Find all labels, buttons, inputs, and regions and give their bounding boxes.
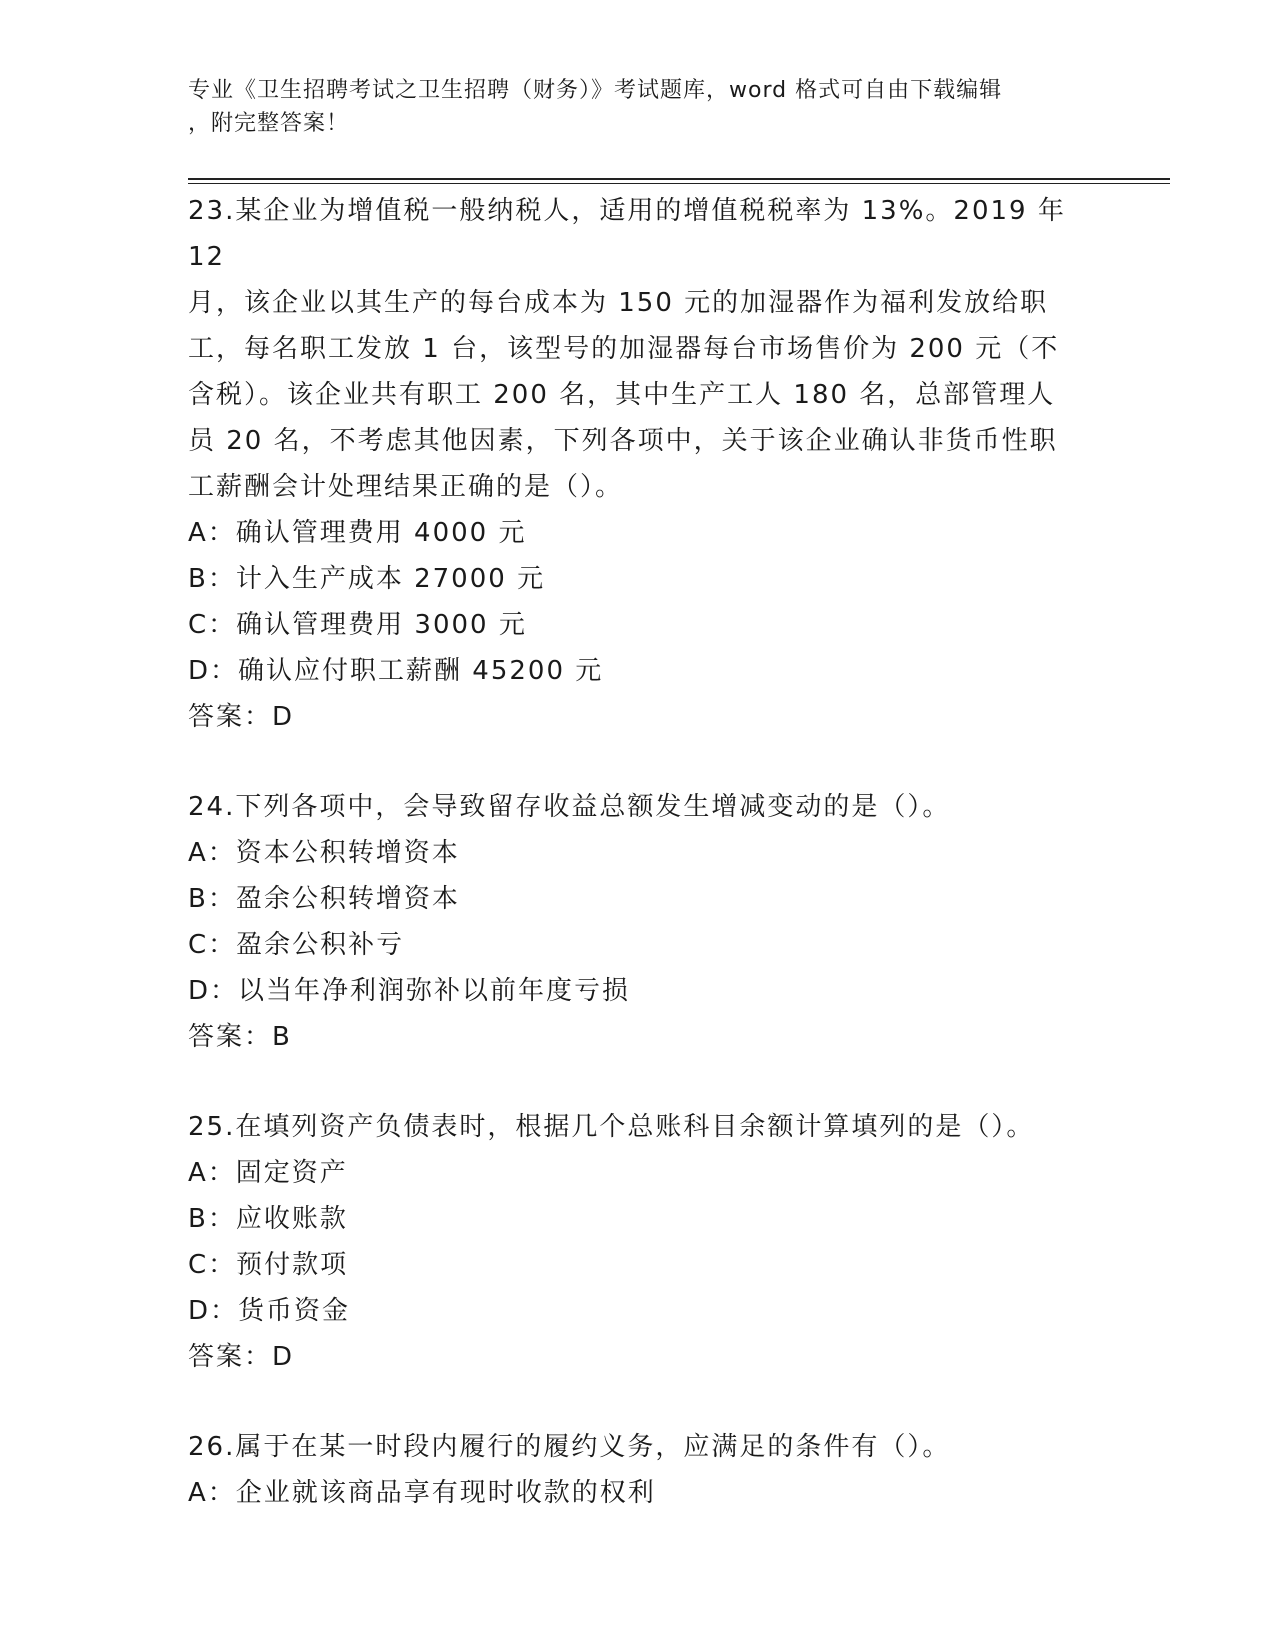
option-b: B：计入生产成本 27000 元	[188, 564, 546, 594]
header-line-1: 专业《卫生招聘考试之卫生招聘（财务）》考试题库，word 格式可自由下载编辑	[188, 78, 1003, 103]
option-d: D：确认应付职工薪酬 45200 元	[188, 656, 604, 686]
option-c: C：盈余公积补亏	[188, 930, 405, 960]
option-a: A：企业就该商品享有现时收款的权利	[188, 1478, 656, 1508]
question-24	[188, 784, 1088, 1060]
question-stem-line: 员 20 名，不考虑其他因素，下列各项中，关于该企业确认非货币性职	[188, 426, 1058, 456]
answer-line: 答案：B	[188, 1022, 292, 1052]
option-b: B：应收账款	[188, 1204, 348, 1234]
question-list	[188, 188, 1088, 1560]
question-stem-line: 25.在填列资产负债表时，根据几个总账科目余额计算填列的是（）。	[188, 1112, 1035, 1142]
option-a: A：确认管理费用 4000 元	[188, 518, 527, 548]
option-d: D：货币资金	[188, 1296, 351, 1326]
question-stem-line: 26.属于在某一时段内履行的履约义务，应满足的条件有（）。	[188, 1432, 951, 1462]
question-25	[188, 1104, 1088, 1380]
option-a: A：固定资产	[188, 1158, 348, 1188]
question-26	[188, 1424, 1088, 1516]
divider-thin-line	[188, 183, 1170, 184]
divider-thick-line	[188, 178, 1170, 180]
option-b: B：盈余公积转增资本	[188, 884, 460, 914]
question-stem-line: 24.下列各项中，会导致留存收益总额发生增减变动的是（）。	[188, 792, 951, 822]
answer-line: 答案：D	[188, 702, 295, 732]
option-a: A：资本公积转增资本	[188, 838, 460, 868]
option-c: C：预付款项	[188, 1250, 349, 1280]
option-d: D：以当年净利润弥补以前年度亏损	[188, 976, 631, 1006]
question-stem-line: 工薪酬会计处理结果正确的是（）。	[188, 472, 624, 502]
question-stem-line: 月，该企业以其生产的每台成本为 150 元的加湿器作为福利发放给职	[188, 288, 1049, 318]
option-c: C：确认管理费用 3000 元	[188, 610, 527, 640]
question-stem-line: 23.某企业为增值税一般纳税人，适用的增值税税率为 13%。2019 年 12	[188, 196, 1066, 272]
answer-line: 答案：D	[188, 1342, 295, 1372]
question-stem-line: 含税）。该企业共有职工 200 名，其中生产工人 180 名，总部管理人	[188, 380, 1056, 410]
header-line-2: ，附完整答案！	[188, 111, 350, 136]
header-divider	[188, 178, 1170, 184]
question-23	[188, 188, 1088, 740]
document-header	[188, 74, 1088, 140]
question-stem-line: 工，每名职工发放 1 台，该型号的加湿器每台市场售价为 200 元（不	[188, 334, 1060, 364]
